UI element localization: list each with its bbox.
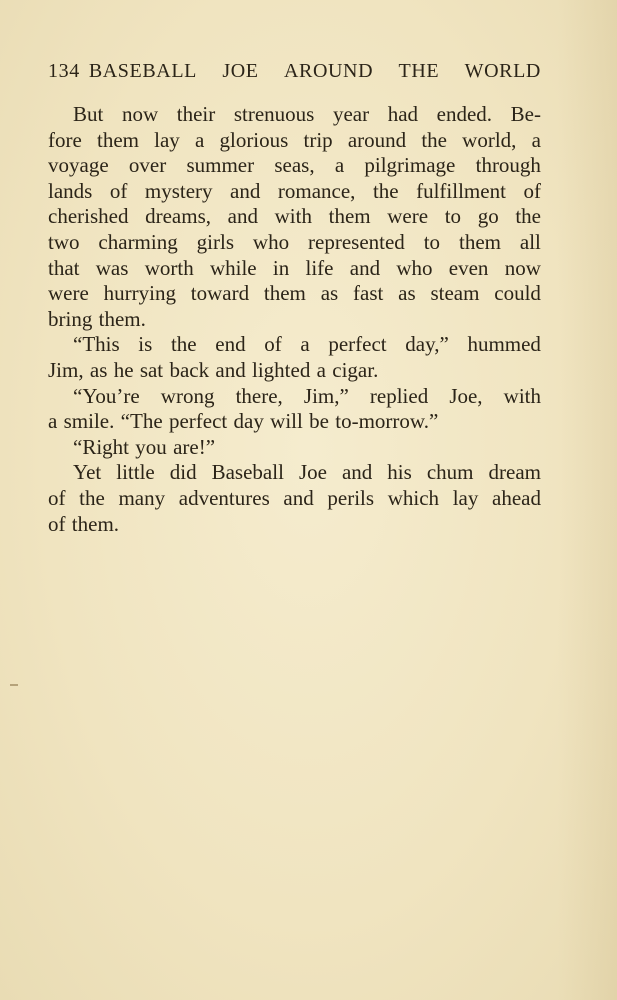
word: were	[48, 281, 89, 306]
word: them.	[98, 306, 146, 331]
word: Joe,	[449, 383, 483, 408]
text-line	[48, 179, 541, 205]
word: day,”	[405, 332, 449, 357]
word: Baseball	[211, 460, 284, 485]
word: the	[421, 127, 447, 152]
word: and	[227, 204, 258, 229]
word: which	[387, 485, 440, 510]
word: wrong	[160, 383, 215, 408]
word: life	[305, 255, 334, 280]
word: them	[328, 204, 371, 229]
word: that	[48, 255, 80, 280]
word: a	[316, 357, 326, 382]
running-title-word: THE	[398, 60, 440, 82]
word: and	[349, 255, 381, 280]
word: with	[503, 383, 541, 408]
word: he	[113, 357, 134, 382]
word: Jim,”	[303, 383, 349, 408]
word: cigar.	[332, 357, 379, 382]
word: a	[334, 153, 345, 178]
word: “You’re	[73, 383, 140, 408]
word: trip	[303, 127, 333, 152]
word: lighted	[252, 357, 311, 382]
text-line	[48, 358, 541, 384]
word: as	[320, 281, 339, 306]
word: was	[95, 255, 129, 280]
word: charming	[98, 229, 178, 254]
word: and	[283, 485, 314, 510]
word: But	[73, 102, 104, 126]
word: the	[79, 485, 105, 510]
word: perfect	[328, 332, 387, 357]
word: Be-	[510, 102, 541, 126]
word: lay	[452, 485, 479, 510]
word: fulfillment	[416, 178, 506, 203]
word: hummed	[467, 332, 541, 357]
word: day	[233, 409, 264, 434]
word: as	[89, 357, 108, 382]
word: two	[48, 229, 80, 254]
word: glorious	[219, 127, 289, 152]
word: many	[118, 485, 166, 510]
word: the	[515, 204, 541, 229]
word: were	[387, 204, 429, 229]
word: them	[263, 281, 306, 306]
word: and	[341, 460, 373, 485]
word: little	[116, 460, 155, 485]
word: a	[194, 127, 205, 152]
word: in	[272, 255, 290, 280]
word: fast	[353, 281, 384, 306]
word: “This	[73, 332, 120, 357]
word: through	[475, 153, 541, 178]
word: Yet	[73, 460, 102, 485]
paragraph	[48, 435, 541, 461]
word: them.	[71, 511, 120, 536]
word: there,	[235, 383, 283, 408]
word: will	[270, 409, 303, 434]
word: worth	[144, 255, 194, 280]
word: lands	[48, 178, 93, 203]
running-title-word: BASEBALL	[88, 60, 197, 82]
word: Joe	[298, 460, 327, 485]
page-edge-shading	[557, 0, 617, 1000]
word: bring	[48, 306, 93, 331]
word: them	[458, 229, 501, 254]
word: year	[332, 102, 370, 126]
word: a	[531, 127, 541, 152]
word: a	[300, 332, 310, 357]
word: of	[109, 178, 128, 203]
word: the	[372, 178, 399, 203]
word: the	[170, 332, 197, 357]
text-line	[48, 332, 541, 358]
word: represented	[308, 229, 405, 254]
text-line	[48, 409, 541, 435]
word: his	[387, 460, 412, 485]
word: adventures	[178, 485, 270, 510]
word: cherished	[48, 204, 129, 229]
word: go	[477, 204, 499, 229]
word: end	[215, 332, 246, 357]
word: them	[96, 127, 139, 152]
paragraph	[48, 460, 541, 537]
text-line	[48, 435, 541, 461]
word: to-morrow.”	[335, 409, 439, 434]
body-text	[48, 102, 541, 537]
word: a	[48, 409, 58, 434]
word: sat	[139, 357, 164, 382]
text-line	[48, 153, 541, 179]
word: is	[138, 332, 153, 357]
word: and	[230, 178, 261, 203]
word: smile.	[63, 409, 115, 434]
page-number: 134	[48, 60, 80, 82]
word: steam	[430, 281, 480, 306]
word: be	[309, 409, 329, 434]
word: ended.	[436, 102, 493, 126]
word: all	[519, 229, 541, 254]
word: replied	[369, 383, 429, 408]
word: seas,	[274, 153, 315, 178]
text-line	[48, 128, 541, 154]
word: Jim,	[48, 357, 84, 382]
paragraph	[48, 102, 541, 332]
text-line	[48, 460, 541, 486]
word: hurrying	[103, 281, 176, 306]
word: could	[494, 281, 541, 306]
word: of	[48, 511, 66, 536]
word: lay	[154, 127, 180, 152]
word: now	[504, 255, 541, 280]
word: toward	[190, 281, 250, 306]
word: “Right	[73, 434, 129, 459]
word: now	[121, 102, 159, 126]
running-title-word: WORLD	[464, 60, 541, 82]
word: perils	[327, 485, 375, 510]
word: while	[209, 255, 257, 280]
text-line	[48, 102, 541, 128]
word: their	[176, 102, 216, 126]
text-line	[48, 384, 541, 410]
word: even	[448, 255, 489, 280]
word: around	[347, 127, 407, 152]
text-line	[48, 204, 541, 230]
margin-mark	[10, 684, 18, 686]
text-line	[48, 256, 541, 282]
running-title-word: JOE	[222, 60, 259, 82]
word: world,	[462, 127, 517, 152]
word: of	[48, 485, 66, 510]
word: with	[274, 204, 312, 229]
word: as	[398, 281, 416, 306]
text-line	[48, 230, 541, 256]
text-line	[48, 307, 541, 333]
running-title-word: AROUND	[283, 60, 374, 82]
word: had	[387, 102, 419, 126]
paragraph	[48, 332, 541, 383]
word: ahead	[492, 485, 541, 510]
word: perfect	[168, 409, 228, 434]
word: of	[264, 332, 282, 357]
word: to	[423, 229, 441, 254]
word: are!”	[173, 434, 216, 459]
running-title	[89, 60, 541, 83]
word: you	[135, 434, 167, 459]
text-line	[48, 486, 541, 512]
word: summer	[186, 153, 255, 178]
word: did	[169, 460, 197, 485]
word: who	[396, 255, 433, 280]
word: fore	[48, 127, 82, 152]
word: dreams,	[145, 204, 212, 229]
word: of	[523, 178, 541, 203]
word: over	[128, 153, 167, 178]
word: strenuous	[233, 102, 315, 126]
word: mystery	[144, 178, 213, 203]
word: who	[252, 229, 290, 254]
text-line	[48, 512, 541, 538]
word: and	[215, 357, 246, 382]
word: girls	[196, 229, 234, 254]
word: romance,	[277, 178, 356, 203]
word: to	[444, 204, 462, 229]
text-line	[48, 281, 541, 307]
word: dream	[488, 460, 541, 485]
word: voyage	[48, 153, 109, 178]
paragraph	[48, 384, 541, 435]
running-head	[48, 60, 541, 83]
word: pilgrimage	[364, 153, 456, 178]
word: back	[169, 357, 210, 382]
word: chum	[426, 460, 474, 485]
word: “The	[120, 409, 163, 434]
